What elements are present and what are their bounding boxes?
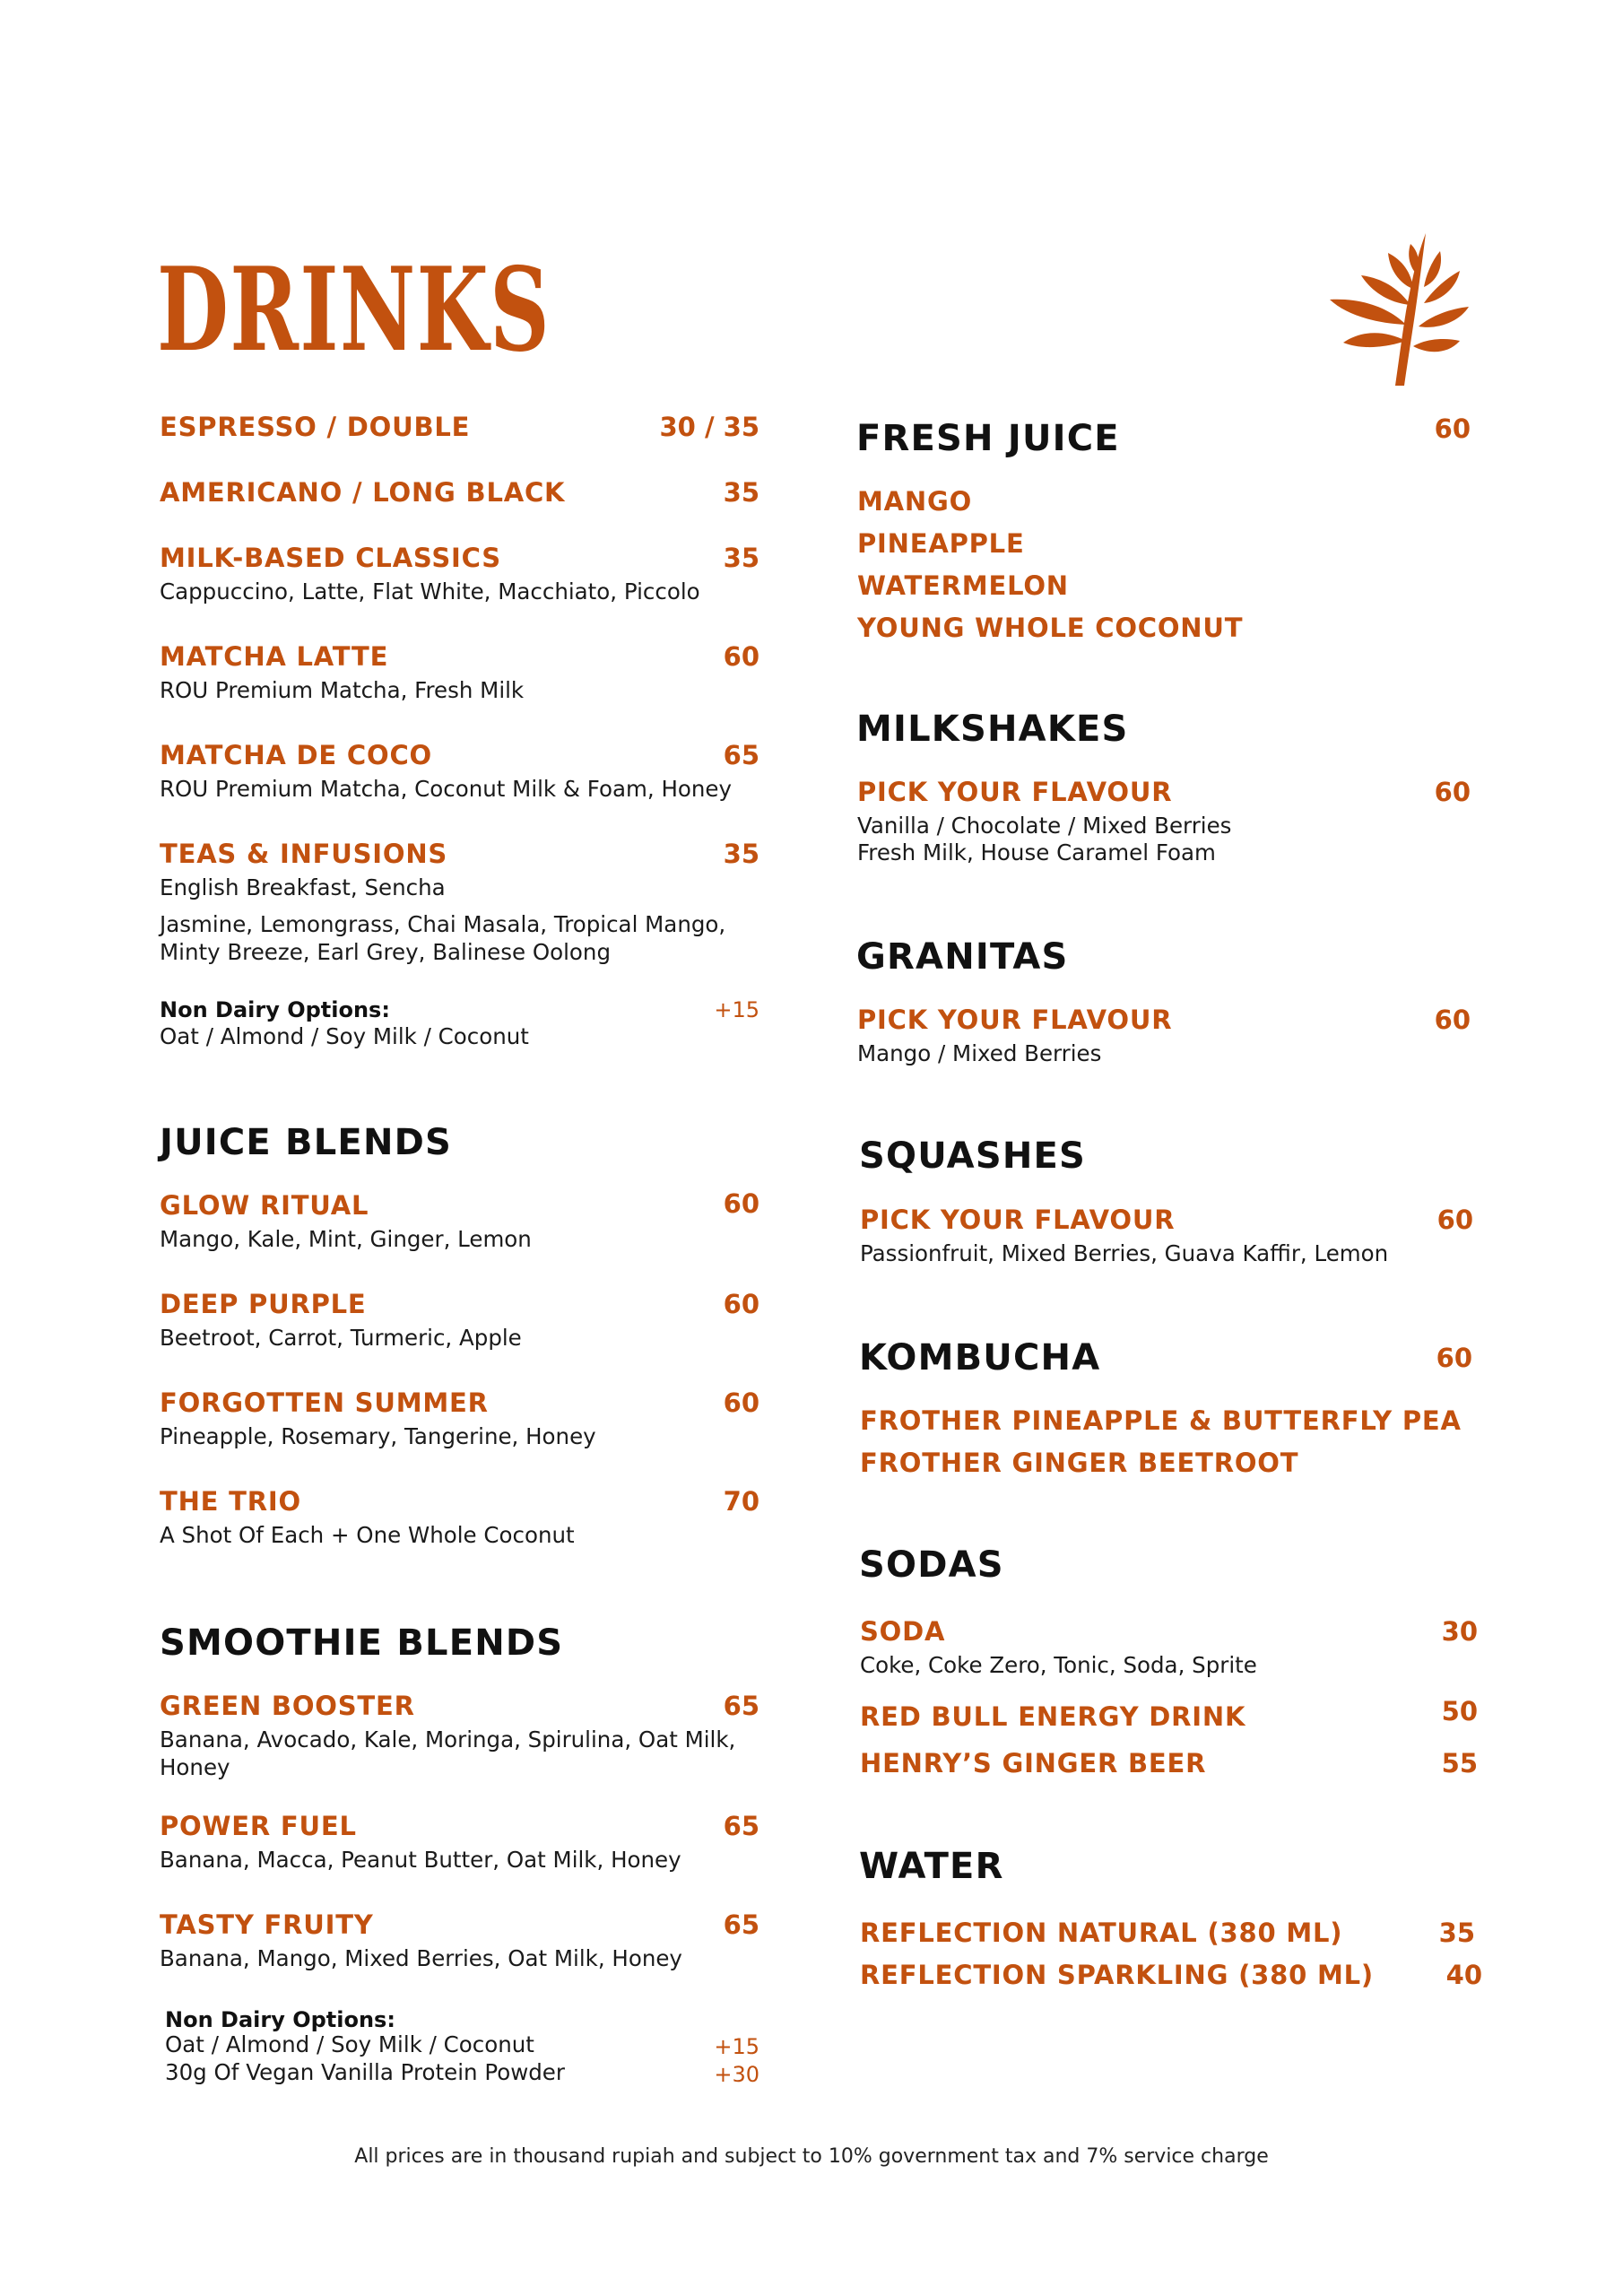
menu-item-price: 50: [1441, 1696, 1478, 1726]
menu-item-price: 35: [723, 477, 759, 508]
menu-item-name: PICK YOUR FLAVOUR: [860, 1205, 1176, 1235]
menu-item-price: 60: [723, 1188, 759, 1219]
section-heading-fresh-juice: FRESH JUICE: [856, 418, 1120, 459]
menu-item-price: 35: [1438, 1918, 1475, 1948]
menu-item-price: 65: [723, 740, 759, 770]
menu-item-price: 60: [723, 641, 759, 672]
menu-item-price: 60: [723, 1387, 759, 1418]
menu-item-desc: Banana, Avocado, Kale, Moringa, Spirulina, Oat Milk,: [160, 1726, 736, 1752]
menu-item-price: 30: [1441, 1616, 1478, 1647]
menu-item-price: 35: [723, 839, 759, 869]
non-dairy-label: Non Dairy Options:: [165, 2007, 395, 2032]
menu-item-name: RED BULL ENERGY DRINK: [860, 1701, 1246, 1732]
non-dairy-price: +15: [714, 2034, 759, 2059]
menu-item-name: ESPRESSO / DOUBLE: [160, 412, 471, 442]
menu-item-desc: Passionfruit, Mixed Berries, Guava Kaffir, Lemon: [860, 1240, 1389, 1266]
menu-item-price: 65: [723, 1909, 759, 1940]
menu-item-price: 60: [1436, 1205, 1473, 1235]
menu-item-name: AMERICANO / LONG BLACK: [160, 477, 566, 508]
menu-item-desc: Pineapple, Rosemary, Tangerine, Honey: [160, 1423, 596, 1449]
non-dairy-price: +30: [714, 2062, 759, 2087]
menu-item-price: 40: [1445, 1960, 1482, 1990]
menu-item-price: 60: [1434, 1004, 1471, 1035]
menu-item-desc: Coke, Coke Zero, Tonic, Soda, Sprite: [860, 1652, 1257, 1678]
section-price: 60: [1434, 413, 1471, 444]
section-heading-water: WATER: [859, 1846, 1004, 1887]
non-dairy-desc: 30g Of Vegan Vanilla Protein Powder: [165, 2059, 565, 2085]
menu-item-desc: Honey: [160, 1754, 230, 1780]
menu-item-name: THE TRIO: [160, 1486, 301, 1517]
menu-item-desc: ROU Premium Matcha, Coconut Milk & Foam, Honey: [160, 776, 732, 802]
menu-item-desc: Vanilla / Chocolate / Mixed Berries: [857, 813, 1232, 839]
menu-item-name: MATCHA LATTE: [160, 641, 389, 672]
menu-item-name: PICK YOUR FLAVOUR: [857, 1004, 1173, 1035]
menu-item-name: HENRY’S GINGER BEER: [860, 1748, 1207, 1779]
menu-item-desc: ROU Premium Matcha, Fresh Milk: [160, 677, 525, 703]
section-price: 60: [1436, 1343, 1472, 1373]
menu-item-name: WATERMELON: [857, 570, 1069, 601]
menu-item-name: REFLECTION SPARKLING (380 ML): [860, 1960, 1374, 1990]
non-dairy-desc: Oat / Almond / Soy Milk / Coconut: [165, 2031, 534, 2057]
menu-item-desc: A Shot Of Each + One Whole Coconut: [160, 1522, 575, 1548]
menu-item-name: MILK-BASED CLASSICS: [160, 543, 501, 573]
menu-item-desc: Jasmine, Lemongrass, Chai Masala, Tropical Mango,: [160, 911, 726, 937]
menu-item-desc: Beetroot, Carrot, Turmeric, Apple: [160, 1325, 522, 1351]
menu-item-name: GREEN BOOSTER: [160, 1691, 415, 1721]
menu-item-name: FROTHER PINEAPPLE & BUTTERFLY PEA: [860, 1405, 1462, 1436]
non-dairy-price: +15: [714, 997, 759, 1022]
menu-item-price: 65: [723, 1811, 759, 1841]
menu-item-name: PICK YOUR FLAVOUR: [857, 777, 1173, 807]
menu-item-name: MANGO: [857, 486, 973, 517]
menu-item-name: YOUNG WHOLE COCONUT: [857, 613, 1244, 643]
menu-item-name: TEAS & INFUSIONS: [160, 839, 448, 869]
non-dairy-desc: Oat / Almond / Soy Milk / Coconut: [160, 1023, 529, 1049]
page-title: DRINKS: [157, 243, 551, 378]
menu-item-desc: Banana, Macca, Peanut Butter, Oat Milk, Honey: [160, 1847, 681, 1873]
menu-item-name: TASTY FRUITY: [160, 1909, 374, 1940]
section-heading-sodas: SODAS: [859, 1544, 1004, 1586]
menu-item-desc: Minty Breeze, Earl Grey, Balinese Oolong: [160, 939, 612, 965]
section-heading-milkshakes: MILKSHAKES: [856, 709, 1129, 750]
non-dairy-label: Non Dairy Options:: [160, 997, 390, 1022]
section-heading-granitas: GRANITAS: [856, 936, 1069, 978]
menu-item-desc: Fresh Milk, House Caramel Foam: [857, 839, 1216, 865]
footer-note: All prices are in thousand rupiah and subject to 10% government tax and 7% service charge: [354, 2145, 1269, 2168]
section-heading-juice-blends: JUICE BLENDS: [160, 1122, 453, 1163]
menu-item-name: PINEAPPLE: [857, 528, 1025, 559]
menu-item-desc: English Breakfast, Sencha: [160, 874, 446, 900]
leaf-icon: [1325, 226, 1478, 387]
menu-item-name: SODA: [860, 1616, 946, 1647]
menu-item-desc: Mango / Mixed Berries: [857, 1040, 1102, 1066]
menu-item-price: 65: [723, 1691, 759, 1721]
menu-item-name: DEEP PURPLE: [160, 1289, 367, 1319]
menu-item-price: 30 / 35: [659, 412, 759, 442]
menu-item-desc: Cappuccino, Latte, Flat White, Macchiato, Piccolo: [160, 578, 700, 604]
menu-item-name: POWER FUEL: [160, 1811, 357, 1841]
menu-item-desc: Mango, Kale, Mint, Ginger, Lemon: [160, 1226, 532, 1252]
menu-item-name: REFLECTION NATURAL (380 ML): [860, 1918, 1343, 1948]
menu-item-name: MATCHA DE COCO: [160, 740, 432, 770]
section-heading-smoothie-blends: SMOOTHIE BLENDS: [160, 1622, 564, 1664]
section-heading-squashes: SQUASHES: [859, 1135, 1087, 1177]
menu-item-name: GLOW RITUAL: [160, 1190, 369, 1221]
menu-item-price: 35: [723, 543, 759, 573]
menu-item-name: FROTHER GINGER BEETROOT: [860, 1448, 1299, 1478]
menu-item-price: 70: [723, 1486, 759, 1517]
menu-item-price: 60: [723, 1289, 759, 1319]
menu-item-price: 55: [1441, 1748, 1478, 1779]
menu-item-price: 60: [1434, 777, 1471, 807]
section-heading-kombucha: KOMBUCHA: [859, 1337, 1101, 1378]
menu-item-name: FORGOTTEN SUMMER: [160, 1387, 489, 1418]
menu-item-desc: Banana, Mango, Mixed Berries, Oat Milk, Honey: [160, 1945, 682, 1971]
